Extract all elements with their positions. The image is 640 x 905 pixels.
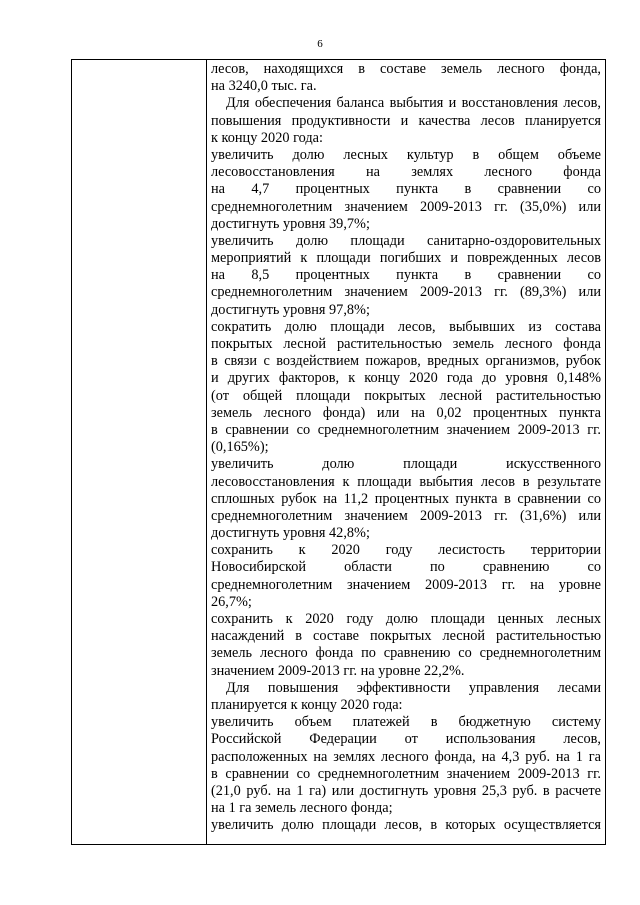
text-line: среднемноголетним значением 2009-2013 гг. (89,3%) или — [211, 284, 601, 301]
text-line: в сравнении со среднемноголетним значением 2009-2013 гг. — [211, 421, 601, 438]
text-line: лесовосстановления к площади выбытия лесов в результате — [211, 473, 601, 490]
text-line: Для повышения эффективности управления лесами — [226, 679, 601, 696]
text-line: к концу 2020 года: — [211, 129, 323, 146]
text-line: Новосибирской области по сравнению со — [211, 559, 601, 576]
text-line: расположенных на землях лесного фонда, на 4,3 руб. на 1 га — [211, 748, 601, 765]
text-line: лесовосстановления на землях лесного фонда — [211, 164, 601, 181]
page-number: 6 — [317, 38, 323, 50]
text-line: насаждений в составе покрытых лесной растительностью — [211, 628, 601, 645]
text-line: сократить долю площади лесов, выбывших из состава — [211, 318, 601, 335]
document-table — [71, 59, 606, 845]
text-line: достигнуть уровня 97,8%; — [211, 301, 370, 318]
text-line: мероприятий к площади погибших и поврежденных лесов — [211, 250, 601, 267]
text-line: Для обеспечения баланса выбытия и восстановления лесов, — [226, 95, 601, 112]
text-line: достигнуть уровня 42,8%; — [211, 525, 370, 542]
text-line: среднемноголетним значением 2009-2013 гг. (31,6%) или — [211, 507, 601, 524]
text-line: (от общей площади покрытых лесной растительностью — [211, 387, 601, 404]
text-line: сохранить к 2020 году долю площади ценных лесных — [211, 611, 601, 627]
text-line: на 8,5 процентных пункта в сравнении со — [211, 267, 601, 284]
text-line: достигнуть уровня 39,7%; — [211, 215, 370, 232]
text-line: сохранить к 2020 году лесистость территории — [211, 542, 601, 559]
text-line: увеличить долю лесных культур в общем объеме — [211, 146, 601, 163]
text-line: покрытых лесной растительностью земель лесного фонда — [211, 336, 601, 352]
text-line: (21,0 руб. на 1 га) или достигнуть уровня 25,3 руб. в расчете — [211, 782, 601, 799]
text-line: сплошных рубок на 11,2 процентных пункта в сравнении со — [211, 490, 601, 507]
table-left-cell — [72, 60, 207, 844]
text-line: увеличить долю площади искусственного — [211, 456, 601, 473]
text-line: на 3240,0 тыс. га. — [211, 78, 317, 95]
text-line: Российской Федерации от использования лесов, — [211, 731, 601, 748]
text-line: на 4,7 процентных пункта в сравнении со — [211, 181, 601, 198]
text-line: значением 2009-2013 гг. на уровне 22,2%. — [211, 662, 465, 679]
text-line: увеличить объем платежей в бюджетную систему — [211, 714, 601, 731]
text-line: среднемноголетним значением 2009-2013 гг. на уровне — [211, 576, 601, 593]
text-line: в связи с воздействием пожаров, вредных организмов, рубок — [211, 353, 601, 370]
text-line: земель лесного фонда) или на 0,02 процентных пункта — [211, 404, 601, 421]
text-line: среднемноголетним значением 2009-2013 гг. (35,0%) или — [211, 198, 601, 215]
text-line: 26,7%; — [211, 593, 252, 610]
text-line: увеличить долю площади санитарно-оздоровительных — [211, 232, 601, 249]
text-line: земель лесного фонда по сравнению со среднемноголетним — [211, 645, 601, 662]
text-line: лесов, находящихся в составе земель лесного фонда, — [211, 61, 601, 77]
text-line: и других факторов, к концу 2020 года до уровня 0,148% — [211, 370, 601, 387]
text-line: (0,165%); — [211, 439, 269, 456]
text-line: в сравнении со среднемноголетним значением 2009-2013 гг. — [211, 765, 601, 782]
table-right-cell — [207, 60, 605, 844]
text-line: на 1 га земель лесного фонда; — [211, 800, 393, 817]
text-line: увеличить долю площади лесов, в которых осуществляется — [211, 817, 601, 834]
text-line: повышения продуктивности и качества лесов планируется — [211, 112, 601, 129]
text-line: планируется к концу 2020 года: — [211, 696, 403, 713]
